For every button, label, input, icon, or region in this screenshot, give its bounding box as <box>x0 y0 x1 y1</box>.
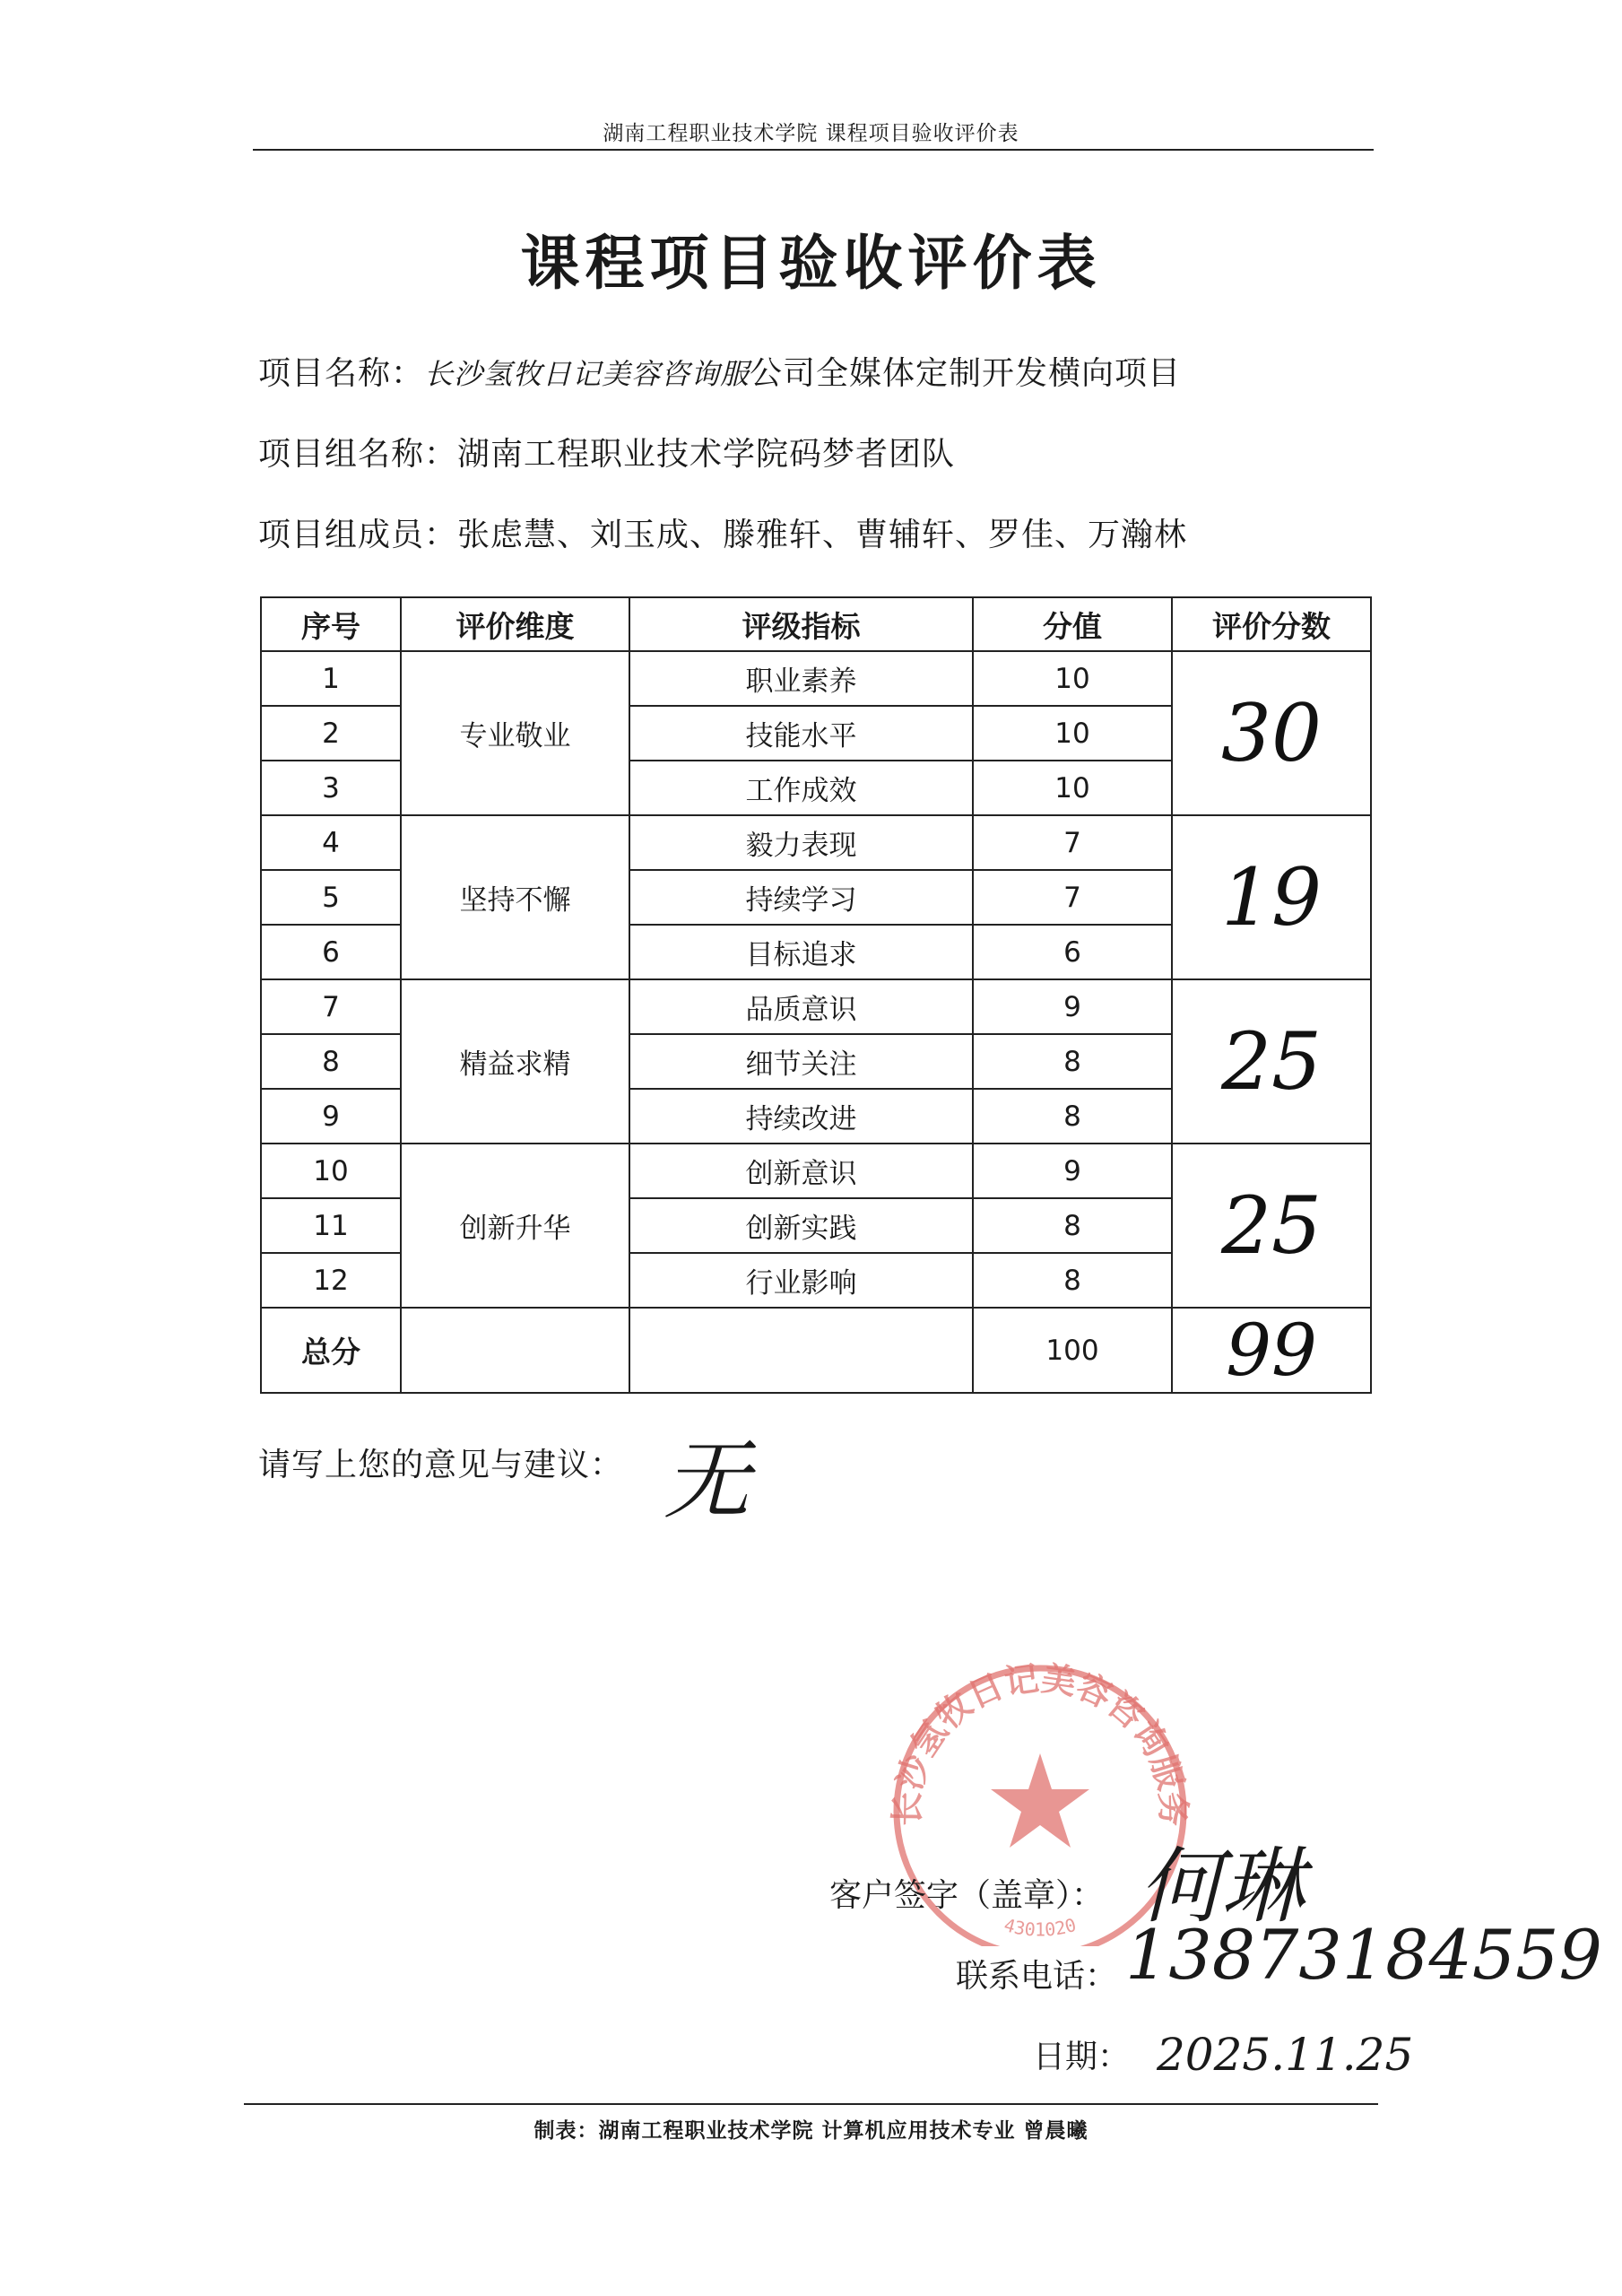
row-number: 5 <box>261 870 401 925</box>
dimension-cell: 坚持不懈 <box>401 815 629 979</box>
indicator-cell: 职业素养 <box>629 651 973 706</box>
date-value: 2025.11.25 <box>1157 2029 1414 2081</box>
group-name-value: 湖南工程职业技术学院码梦者团队 <box>457 436 956 473</box>
header-cell: 序号 <box>261 597 401 651</box>
indicator-cell: 工作成效 <box>629 761 973 815</box>
date-label: 日期： <box>1033 2039 1131 2075</box>
footer-rule <box>244 2103 1378 2105</box>
total-score: 99 <box>1172 1308 1371 1393</box>
dimension-cell: 精益求精 <box>401 979 629 1144</box>
members-value: 张虑慧、刘玉成、滕雅轩、曹辅轩、罗佳、万瀚林 <box>457 517 1188 553</box>
project-name-handwritten: 长沙氢牧日记美容咨询服 <box>424 357 750 391</box>
project-name-label: 项目名称： <box>258 355 425 392</box>
evaluation-table <box>260 596 1372 1394</box>
table-row <box>261 1144 1371 1198</box>
row-number: 8 <box>261 1034 401 1089</box>
project-name-printed: 公司全媒体定制开发横向项目 <box>750 355 1182 392</box>
members-label: 项目组成员： <box>258 517 458 553</box>
indicator-cell: 细节关注 <box>629 1034 973 1089</box>
value-cell: 10 <box>973 706 1172 761</box>
group-name-label: 项目组名称： <box>258 436 458 473</box>
document-title: 课程项目验收评价表 <box>520 229 1102 298</box>
value-cell: 9 <box>973 979 1172 1034</box>
value-cell: 7 <box>973 815 1172 870</box>
indicator-cell: 毅力表现 <box>629 815 973 870</box>
row-number: 10 <box>261 1144 401 1198</box>
header-cell: 分值 <box>973 597 1172 651</box>
empty-cell <box>401 1308 629 1393</box>
score-cell: 25 <box>1172 979 1371 1144</box>
total-row <box>261 1308 1371 1393</box>
indicator-cell: 持续学习 <box>629 870 973 925</box>
table-row <box>261 651 1371 706</box>
opinion-label: 请写上您的意见与建议： <box>258 1447 624 1483</box>
phone-value: 13873184559 <box>1125 1915 1602 1995</box>
value-cell: 8 <box>973 1034 1172 1089</box>
indicator-cell: 创新意识 <box>629 1144 973 1198</box>
header-rule <box>253 149 1374 151</box>
value-cell: 7 <box>973 870 1172 925</box>
opinion-handwritten: 无 <box>664 1431 750 1531</box>
row-number: 4 <box>261 815 401 870</box>
score-cell: 30 <box>1172 651 1371 815</box>
table-row <box>261 979 1371 1034</box>
score-cell: 19 <box>1172 815 1371 979</box>
indicator-cell: 创新实践 <box>629 1198 973 1253</box>
value-cell: 8 <box>973 1198 1172 1253</box>
phone-label: 联系电话： <box>956 1958 1118 1995</box>
row-number: 7 <box>261 979 401 1034</box>
value-cell: 10 <box>973 761 1172 815</box>
dimension-cell: 专业敬业 <box>401 651 629 815</box>
row-number: 11 <box>261 1198 401 1253</box>
page-header: 湖南工程职业技术学院 课程项目验收评价表 <box>603 122 1019 145</box>
header-cell: 评价分数 <box>1172 597 1371 651</box>
row-number: 2 <box>261 706 401 761</box>
value-cell: 9 <box>973 1144 1172 1198</box>
value-cell: 10 <box>973 651 1172 706</box>
row-number: 12 <box>261 1253 401 1308</box>
value-cell: 6 <box>973 925 1172 979</box>
value-cell: 8 <box>973 1253 1172 1308</box>
stamp-number <box>1002 1914 1079 1941</box>
page-footer: 制表：湖南工程职业技术学院 计算机应用技术专业 曾晨曦 <box>533 2119 1089 2143</box>
dimension-cell: 创新升华 <box>401 1144 629 1308</box>
indicator-cell: 持续改进 <box>629 1089 973 1144</box>
header-cell: 评级指标 <box>629 597 973 651</box>
stamp-star-icon <box>991 1753 1089 1848</box>
group-name-line <box>258 429 955 474</box>
members-line <box>258 509 1187 555</box>
stamp-number-path: 4301020 <box>1002 1913 1079 1941</box>
value-cell: 8 <box>973 1089 1172 1144</box>
row-number: 3 <box>261 761 401 815</box>
indicator-cell: 技能水平 <box>629 706 973 761</box>
indicator-cell: 目标追求 <box>629 925 973 979</box>
total-value: 100 <box>973 1308 1172 1393</box>
indicator-cell: 行业影响 <box>629 1253 973 1308</box>
stamp-text-path: 长沙氢牧日记美容咨询服务 <box>886 1657 1194 1827</box>
empty-cell <box>629 1308 973 1393</box>
client-signature-label: 客户签字（盖章）： <box>829 1877 1105 1914</box>
score-cell: 25 <box>1172 1144 1371 1308</box>
project-name-line <box>258 348 1181 394</box>
client-signature-value: 何琳 <box>1139 1839 1305 1935</box>
total-label: 总分 <box>261 1308 401 1393</box>
indicator-cell: 品质意识 <box>629 979 973 1034</box>
row-number: 9 <box>261 1089 401 1144</box>
header-cell: 评价维度 <box>401 597 629 651</box>
row-number: 1 <box>261 651 401 706</box>
row-number: 6 <box>261 925 401 979</box>
table-row <box>261 815 1371 870</box>
table-header-row <box>261 597 1371 651</box>
